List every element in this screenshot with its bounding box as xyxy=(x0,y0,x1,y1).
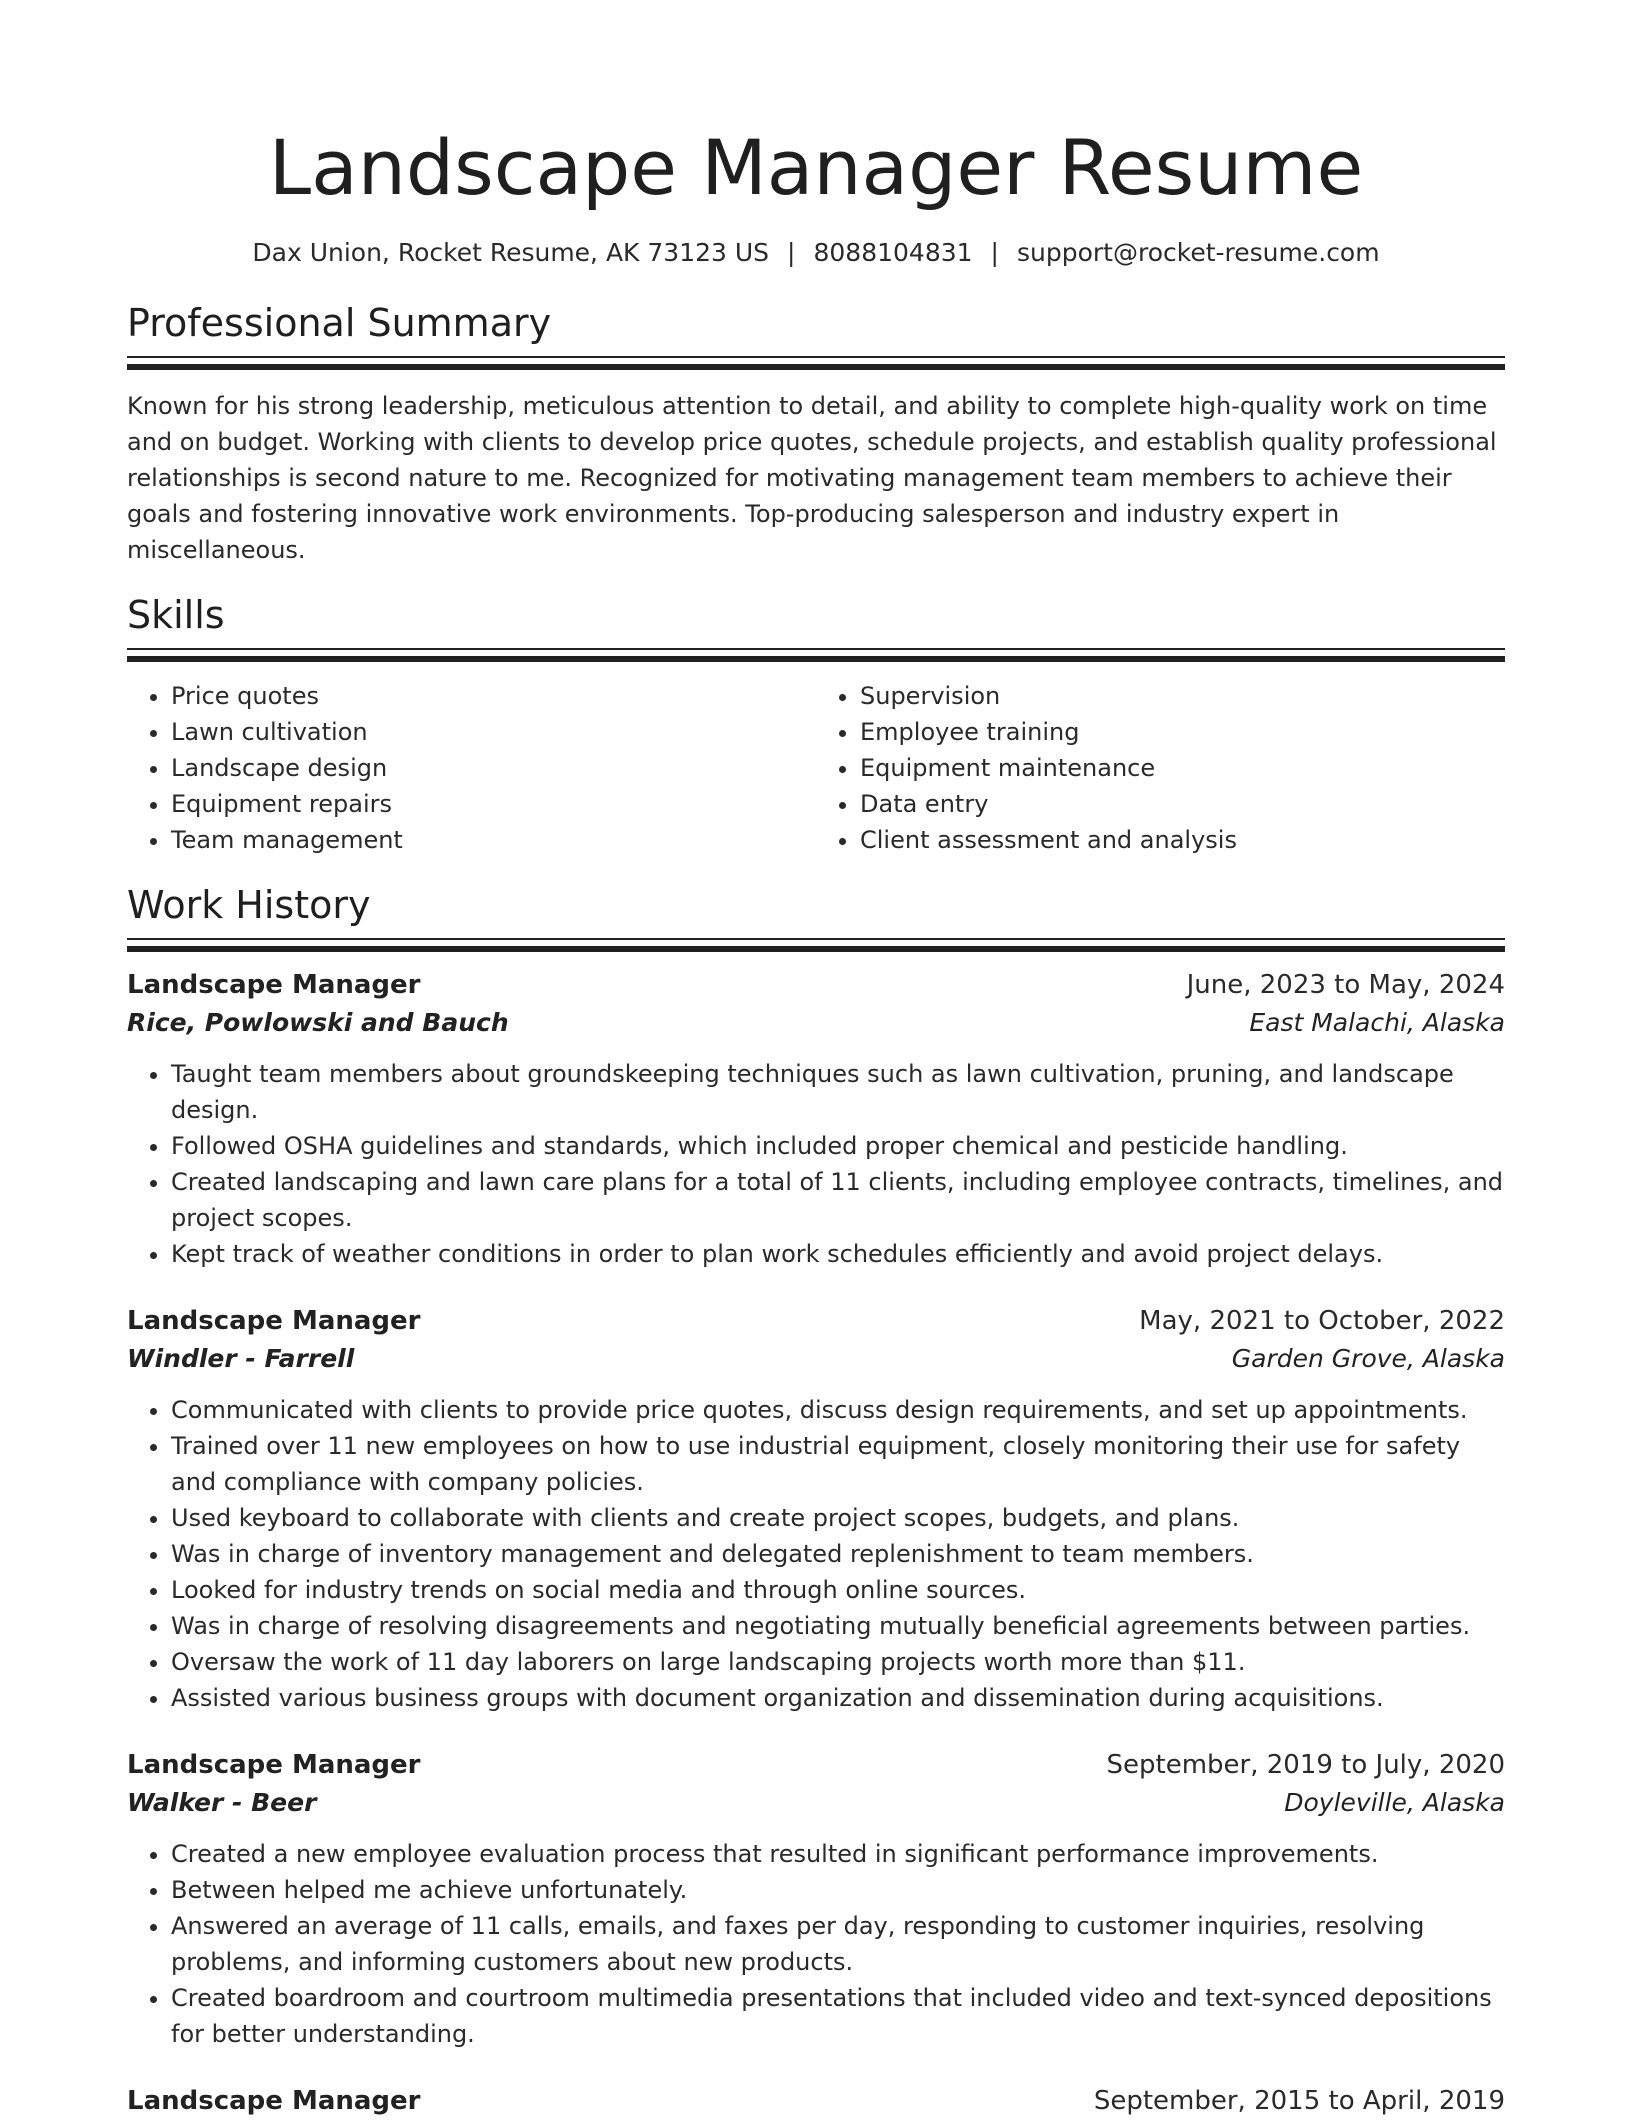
skill-item: • Supervision xyxy=(860,678,1505,714)
job-bullet: • Taught team members about groundskeeping techniques such as lawn cultivation, pruning, and landscape design. xyxy=(171,1056,1505,1128)
job-company: Windler - Farrell xyxy=(127,1344,355,1373)
job-bullet: • Assisted various business groups with document organization and dissemination during acquisitions. xyxy=(171,1680,1505,1716)
job-entry xyxy=(127,2082,1505,2120)
skill-item: • Equipment repairs xyxy=(171,786,816,822)
job-bullet: • Created boardroom and courtroom multimedia presentations that included video and text-synced depositions for better understanding. xyxy=(171,1980,1505,2052)
job-header xyxy=(127,1746,1505,1784)
job-subheader xyxy=(127,1340,1505,1378)
section-divider xyxy=(127,938,1505,952)
job-location: Garden Grove, Alaska xyxy=(1231,1344,1505,1373)
contact-line xyxy=(127,236,1505,270)
section-heading-work-history: Work History xyxy=(127,883,371,927)
skill-item: • Landscape design xyxy=(171,750,816,786)
job-title: Landscape Manager xyxy=(127,970,421,1000)
job-entry xyxy=(127,1746,1505,2052)
skill-item: • Employee training xyxy=(860,714,1505,750)
job-title: Landscape Manager xyxy=(127,1750,421,1780)
job-bullet: • Was in charge of inventory management and delegated replenishment to team members. xyxy=(171,1536,1505,1572)
section-heading-skills: Skills xyxy=(127,593,225,637)
job-dates: September, 2019 to July, 2020 xyxy=(1106,1750,1505,1780)
job-dates: May, 2021 to October, 2022 xyxy=(1139,1306,1505,1336)
job-header xyxy=(127,1302,1505,1340)
job-bullet: • Used keyboard to collaborate with clients and create project scopes, budgets, and plans. xyxy=(171,1500,1505,1536)
skill-item: • Price quotes xyxy=(171,678,816,714)
work-history-section xyxy=(127,882,1505,2120)
job-subheader xyxy=(127,1004,1505,1042)
job-bullet: • Answered an average of 11 calls, emails, and faxes per day, responding to customer inquiries, resolving problems, and informing customers about new products. xyxy=(171,1908,1505,1980)
skill-item: • Team management xyxy=(171,822,816,858)
job-bullet: • Communicated with clients to provide price quotes, discuss design requirements, and set up appointments. xyxy=(171,1392,1505,1428)
contact-email: support@rocket-resume.com xyxy=(1016,238,1380,267)
section-divider xyxy=(127,356,1505,370)
section-heading-summary: Professional Summary xyxy=(127,301,552,345)
skills-section xyxy=(127,592,1505,858)
job-bullet: • Oversaw the work of 11 day laborers on large landscaping projects worth more than $11. xyxy=(171,1644,1505,1680)
skills-list-left xyxy=(127,678,816,858)
job-bullet: • Was in charge of resolving disagreements and negotiating mutually beneficial agreements between parties. xyxy=(171,1608,1505,1644)
resume-title: Landscape Manager Resume xyxy=(268,123,1364,212)
skills-list-right xyxy=(816,678,1505,858)
job-bullet-list xyxy=(127,1056,1505,1272)
job-bullet: • Kept track of weather conditions in order to plan work schedules efficiently and avoid project delays. xyxy=(171,1236,1505,1272)
job-title: Landscape Manager xyxy=(127,1306,421,1336)
job-location: East Malachi, Alaska xyxy=(1249,1008,1505,1037)
job-bullet-list xyxy=(127,1836,1505,2052)
job-title: Landscape Manager xyxy=(127,2086,421,2116)
job-bullet: • Looked for industry trends on social media and through online sources. xyxy=(171,1572,1505,1608)
job-bullet: • Between helped me achieve unfortunately. xyxy=(171,1872,1505,1908)
skill-item: • Data entry xyxy=(860,786,1505,822)
job-header xyxy=(127,2082,1505,2120)
professional-summary-section xyxy=(127,300,1505,568)
job-subheader xyxy=(127,1784,1505,1822)
section-divider xyxy=(127,648,1505,662)
job-location: Doyleville, Alaska xyxy=(1284,1788,1505,1817)
skill-item: • Client assessment and analysis xyxy=(860,822,1505,858)
job-entry xyxy=(127,1302,1505,1716)
contact-phone: 8088104831 xyxy=(813,238,973,267)
job-bullet: • Followed OSHA guidelines and standards, which included proper chemical and pesticide handling. xyxy=(171,1128,1505,1164)
job-company: Rice, Powlowski and Bauch xyxy=(127,1008,509,1037)
contact-address: Dax Union, Rocket Resume, AK 73123 US xyxy=(252,238,770,267)
skills-columns xyxy=(127,678,1505,858)
job-entry xyxy=(127,966,1505,1272)
job-bullet: • Trained over 11 new employees on how to use industrial equipment, closely monitoring their use for safety and compliance with company policies. xyxy=(171,1428,1505,1500)
skill-item: • Equipment maintenance xyxy=(860,750,1505,786)
job-bullet: • Created landscaping and lawn care plans for a total of 11 clients, including employee contracts, timelines, and project scopes. xyxy=(171,1164,1505,1236)
contact-separator: | xyxy=(787,238,796,267)
skill-item: • Lawn cultivation xyxy=(171,714,816,750)
summary-text: Known for his strong leadership, meticulous attention to detail, and ability to complete high-quality work on time and on budget. Working with clients to develop price quotes, schedule projects, and establish quality professional relationships is second nature to me. Recognized for motivating management team members to achieve their goals and fostering innovative work environments. Top-producing salesperson and industry expert in miscellaneous. xyxy=(127,392,1497,564)
job-company: Walker - Beer xyxy=(127,1788,317,1817)
job-header xyxy=(127,966,1505,1004)
contact-separator: | xyxy=(990,238,999,267)
job-dates: June, 2023 to May, 2024 xyxy=(1186,970,1505,1000)
job-bullet: • Created a new employee evaluation process that resulted in significant performance improvements. xyxy=(171,1836,1505,1872)
job-dates: September, 2015 to April, 2019 xyxy=(1093,2086,1505,2116)
job-bullet-list xyxy=(127,1392,1505,1716)
